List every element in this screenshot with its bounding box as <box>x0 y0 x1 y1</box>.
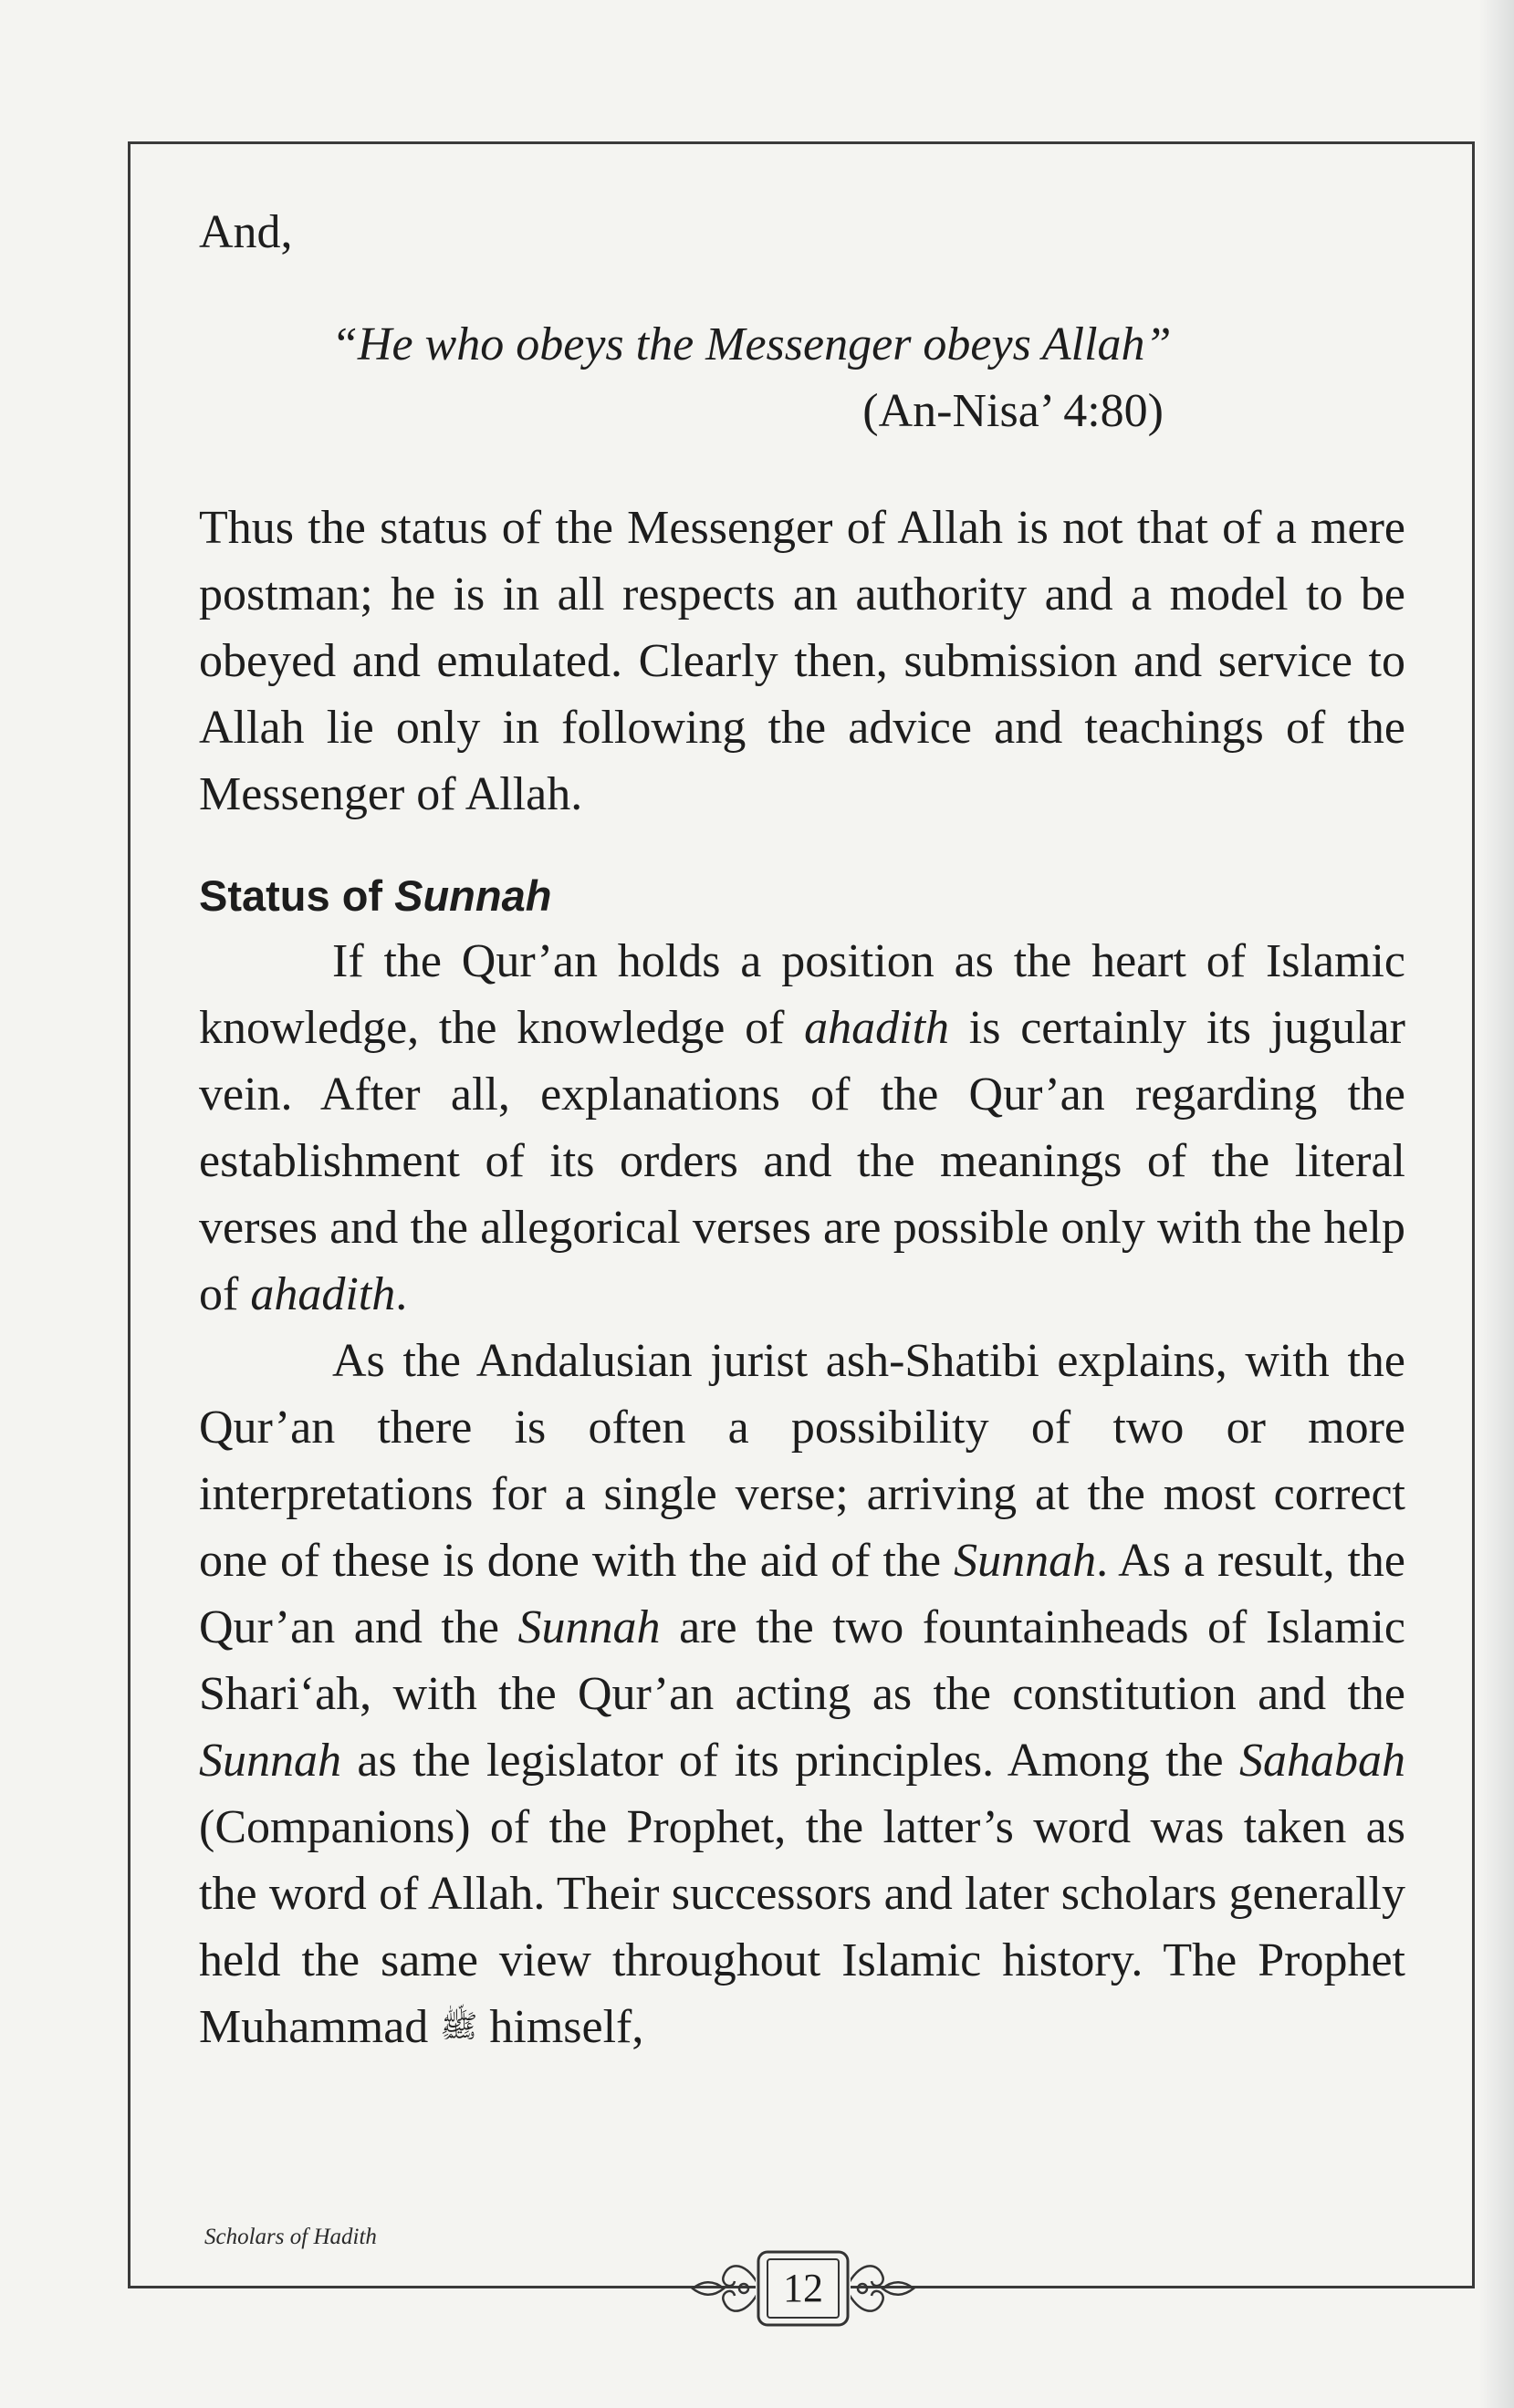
italic-term: Sunnah <box>517 1601 661 1653</box>
running-footer-book-title: Scholars of Hadith <box>204 2225 377 2249</box>
heading-italic-text: Sunnah <box>394 871 552 920</box>
italic-term: ahadith <box>804 1002 950 1054</box>
heading-plain-text: Status of <box>199 871 395 920</box>
honorific-glyph: ﷺ <box>440 2010 478 2044</box>
right-ornament-icon <box>844 2254 917 2323</box>
italic-term: Sunnah <box>199 1735 341 1787</box>
text-run: is certainly its jugular vein. After all, explanations of the Qur’an regarding the establishment of its orders and the meanings of the literal verses and the allegorical verses are possible only with the help of <box>199 1002 1405 1320</box>
italic-term: Sahabah <box>1239 1735 1405 1787</box>
text-run: (Companions) of the Prophet, the latter’s word was taken as the word of Allah. Their successors and later scholars generally held the same view throughout Islamic history. The Prophet Muhammad <box>199 1801 1405 2053</box>
section-heading <box>199 869 1405 923</box>
lead-line: And, <box>199 206 293 258</box>
text-run: As the Andalusian jurist ash-Shatibi explains, with the Qur’an there is often a possibility of two or more interpretations for a single verse; arriving at the most correct one of these is done with the aid of the <box>199 1335 1405 1587</box>
page-gutter <box>1479 0 1514 2408</box>
left-ornament-icon <box>689 2254 762 2323</box>
paragraph-quran-and-ahadith <box>199 928 1405 1328</box>
page-text-block <box>199 199 1405 2060</box>
text-run: . <box>395 1268 408 1320</box>
text-run: If the Qur’an holds a position as the heart of Islamic knowledge, the knowledge of <box>199 935 1405 1054</box>
quran-quote-block <box>199 311 1405 444</box>
italic-term: Sunnah <box>954 1535 1097 1587</box>
paragraph-ash-shatibi <box>199 1328 1405 2060</box>
text-run: himself, <box>477 2001 644 2053</box>
quote-citation: (An-Nisa’ 4:80) <box>862 385 1164 437</box>
page-number: 12 <box>783 2266 823 2310</box>
paragraph-status-of-messenger: Thus the status of the Messenger of Allah is not that of a mere postman; he is in all respects an authority and a model to be obeyed and emulated. Clearly then, submission and service to Allah lie only in following the advice and teachings of the Messenger of Allah. <box>199 502 1405 820</box>
text-run: as the legislator of its principles. Among the <box>341 1735 1239 1787</box>
text-run: are the two fountainheads of Islamic Shari‘ah, with the Qur’an acting as the constitution and the <box>199 1601 1405 1720</box>
quote-text: “He who obeys the Messenger obeys Allah” <box>331 318 1172 370</box>
page-number-plate <box>756 2249 851 2328</box>
text-run: . As a result, the Qur’an and the <box>199 1535 1405 1653</box>
italic-term: ahadith <box>250 1268 396 1320</box>
